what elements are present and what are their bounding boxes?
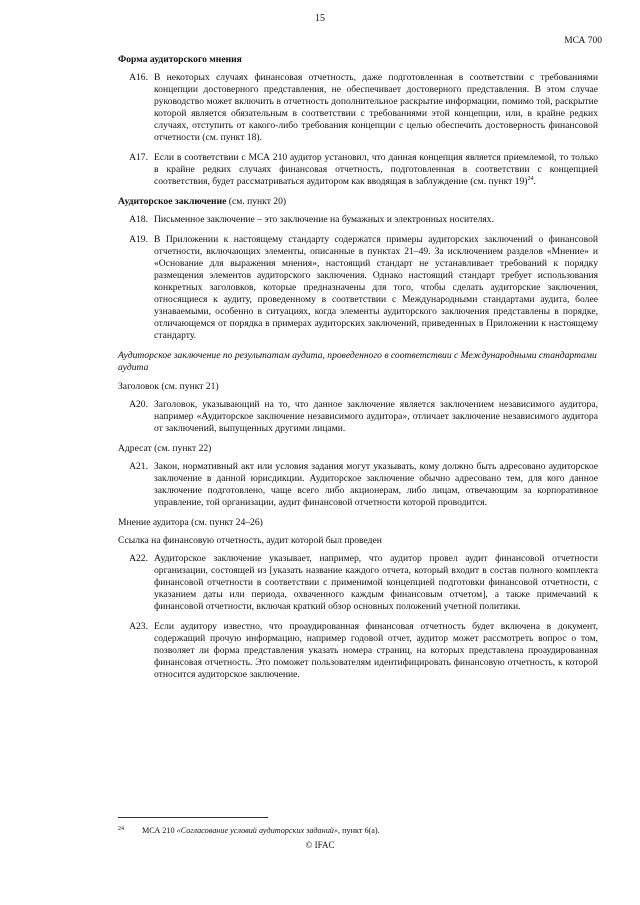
page-number: 15	[315, 13, 325, 24]
paragraph-a23	[118, 621, 598, 681]
paragraph-text: Закон, нормативный акт или условия задания могут указывать, кому должно быть адресовано аудиторское заключение в данной юрисдикции. Аудиторское заключение обычно адресовано тем, для кого данное заключение подготовлено, чаще всего либо акционерам, либо лицам, отвечающим за корпоративное управление, той организации, аудит финансовой отчетности которой проводится.	[154, 461, 598, 508]
report-heading-title: Аудиторское заключение	[118, 196, 227, 207]
form-heading: Форма аудиторского мнения	[118, 54, 242, 65]
paragraph-a19	[118, 234, 598, 342]
title-heading: Заголовок (см. пункт 21)	[118, 381, 219, 392]
footnote-ref: 24	[527, 175, 534, 182]
report-heading	[118, 196, 598, 208]
paragraph-text: В Приложении к настоящему стандарту содержатся примеры аудиторских заключений о финансовой отчетности, включающих элементы, описанные в пунктах 21–49. За исключением разделов «Мнение» и «Основание для выражения мнения», настоящий стандарт не устанавливает требований к порядку размещения элементов аудиторского заключения. Однако настоящий стандарт требует использования конкретных заголовков, которые предназначены для того, чтобы сделать аудиторские заключения, относящиеся к аудиту, проведенному в соответствии с Международными стандартами аудита, более узнаваемыми, особенно в ситуациях, когда элементы аудиторского заключения представлены в порядке, отличающемся от порядка в примерах аудиторских заключений, приведенных в Приложении к настоящему стандарту.	[154, 234, 598, 341]
paragraph-end: .	[533, 176, 536, 187]
footnote	[118, 826, 598, 835]
paragraph-text: Аудиторское заключение указывает, например, что аудитор провел аудит финансовой отчетности организации, состоящей из [указать название каждого отчета, который входит в состав полного комплекта финансовой отчетности в соответствии с применимой концепцией подготовки финансовой отчетности, с указанием даты или периода, охваченного каждым финансовым отчетом], а также примечаний к финансовой отчетности, включая краткий обзор основных положений учетной политики.	[154, 553, 598, 612]
document-body	[118, 52, 598, 689]
paragraph-text: Если аудитору известно, что проаудированная финансовая отчетность будет включена в документ, содержащий прочую информацию, например годовой отчет, аудитор может рассмотреть вопрос о том, позволяет ли форма представления указать номера страниц, на которых представлена проаудированная финансовая отчетность. Это поможет пользователям идентифицировать финансовую отчетность, к которой относится аудиторское заключение.	[154, 621, 598, 680]
paragraph-number: A19.	[129, 234, 148, 245]
paragraph-number: A20.	[129, 399, 148, 410]
isa-heading: Аудиторское заключение по результатам аудита, проведенного в соответствии с Международными стандартами аудита	[118, 350, 597, 373]
reference-heading: Ссылка на финансовую отчетность, аудит которой был проведен	[118, 535, 382, 546]
paragraph-number: A18.	[129, 214, 148, 225]
paragraph-a17	[118, 152, 598, 188]
paragraph-text: Письменное заключение – это заключение на бумажных и электронных носителях.	[154, 214, 494, 225]
paragraph-a18	[118, 214, 598, 226]
footnote-number: 24	[118, 826, 124, 832]
paragraph-body: Если в соответствии с МСА 210 аудитор установил, что данная концепция является приемлемой, то только в крайне редких случаях финансовая отчетность, подготовленная в соответствии с концепцией соответствия, будет рассматриваться аудитором как вводящая в заблуждение (см. пункт 19)	[154, 152, 598, 187]
copyright: © IFAC	[305, 840, 335, 850]
paragraph-a21	[118, 461, 598, 509]
footnote-text	[142, 826, 380, 835]
addressee-heading: Адресат (см. пункт 22)	[118, 443, 212, 454]
paragraph-text: В некоторых случаях финансовая отчетность, даже подготовленная в соответствии с требованиями концепции достоверного представления, не обеспечивает достоверного представления. В этом случае руководство может включить в отчетность дополнительное раскрытие информации, помимо той, раскрытие которой является обязательным в соответствии с требованиями этой концепции, или, в крайне редких случаях, отступить от какого-либо требования концепции с целью обеспечить достоверность финансовой отчетности (см. пункт 18).	[154, 72, 598, 143]
paragraph-number: A21.	[129, 461, 148, 472]
paragraph-number: A22.	[129, 553, 148, 564]
footnote-title: «Согласование условий аудиторских заданий»	[176, 826, 338, 835]
paragraph-text: Заголовок, указывающий на то, что данное заключение является заключением независимого аудитора, например «Аудиторское заключение независимого аудитора», отличает заключение независимого аудитора от заключений, выпущенных другими лицами.	[154, 399, 598, 434]
footnote-prefix: МСА 210	[142, 826, 177, 835]
footnote-suffix: , пункт 6(a).	[338, 826, 380, 835]
paragraph-a16	[118, 72, 598, 144]
paragraph-number: A23.	[129, 621, 148, 632]
paragraph-text	[154, 152, 598, 188]
paragraph-a22	[118, 553, 598, 613]
report-heading-ref: (см. пункт 20)	[226, 196, 287, 207]
footnote-divider	[118, 817, 268, 818]
opinion-heading: Мнение аудитора (см. пункт 24–26)	[118, 517, 263, 528]
paragraph-number: A17.	[129, 152, 148, 163]
paragraph-a20	[118, 399, 598, 435]
standard-label: МСА 700	[564, 36, 602, 46]
paragraph-number: A16.	[129, 72, 148, 83]
